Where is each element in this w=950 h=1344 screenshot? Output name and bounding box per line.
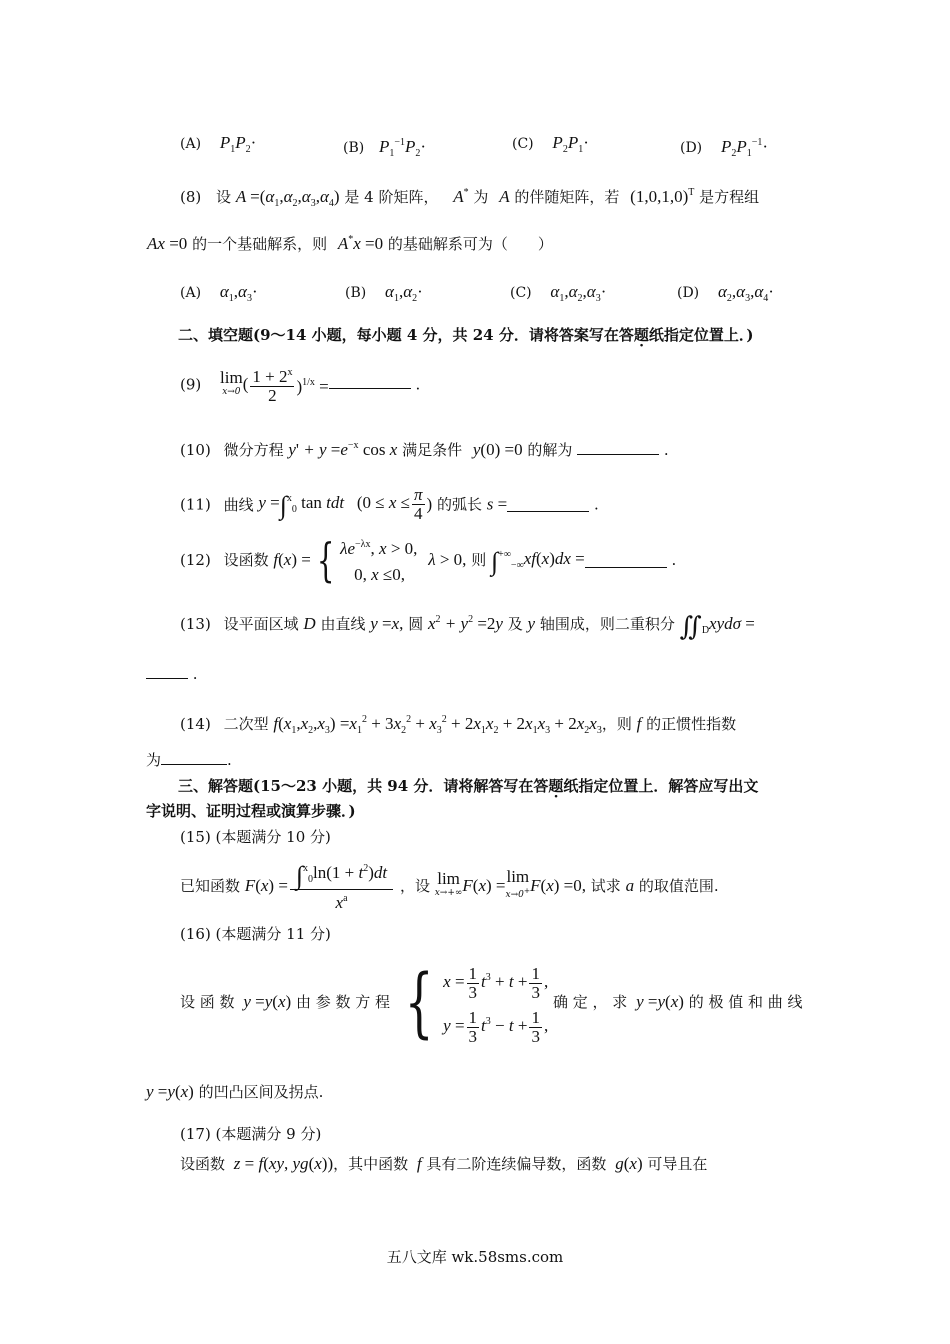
q15-text-4: 的取值范围. — [638, 877, 719, 895]
q17-body — [180, 1154, 707, 1174]
q16-yx-2: y =y(x) — [636, 992, 684, 1011]
q7-option-c — [512, 133, 589, 160]
q12-number: (12) — [180, 551, 211, 569]
q16-header-text: (16) (本题满分 11 分) — [180, 925, 331, 943]
q7-option-d-math: $P_2P_1^{-1}\cdot$ — [720, 137, 769, 159]
q17-text-2: ，其中函数 — [333, 1155, 409, 1173]
q8-text-4: 的伴随矩阵，若 — [514, 188, 620, 206]
q7-option-b-label: (B) — [343, 140, 365, 156]
q7-option-a-math: $P_1P_2\cdot$ — [219, 133, 257, 155]
q13-y: y — [527, 614, 536, 633]
q12: (12) 设函数 f(x) = { $\lambda e^{-\lambda x}$, x > 0, 0, x ≤0, λ > 0, 则 $\int^{+\infty}_{-\infty}xf(x)dx$ = . — [180, 533, 677, 587]
q14-line2: 为 . — [146, 751, 232, 769]
q8-option-a — [180, 282, 258, 309]
q16-yx: y =y(x) — [243, 992, 292, 1011]
q8-option-b — [345, 282, 423, 309]
q16-yx-3: y =y(x) — [146, 1082, 194, 1101]
q8-option-c — [510, 282, 606, 309]
q8-number: (8) — [180, 188, 202, 206]
section-3-heading-line2-text: 字说明、证明过程或演算步骤．) — [146, 802, 356, 820]
q13-answer-blank[interactable] — [146, 664, 188, 679]
q11-answer-blank[interactable] — [507, 497, 589, 512]
q14-answer-blank[interactable] — [161, 750, 227, 765]
q11-pi-over-4: $\frac{\pi}{4}$ — [414, 485, 423, 523]
q11-s: s = — [486, 494, 508, 514]
q14-f: f — [636, 714, 642, 733]
q15-fraction: $\frac{\int^x_0\ln(1 + t^2)dt}{x^a}$ — [290, 860, 393, 912]
q15-limit-inf: lim x→+∞ — [434, 869, 463, 898]
page-footer: 五八文库 wk.58sms.com — [386, 1248, 564, 1266]
q8-option-d-math: $\alpha_2,\alpha_3,\alpha_4\cdot$ — [717, 282, 774, 304]
q10: (10) 微分方程 $y' + y =e^{-x}$ cos x 满足条件 y(0) =0 的解为 . — [180, 440, 669, 459]
q7-option-d — [680, 133, 768, 164]
q17-z: z = f(xy, yg(x)) — [233, 1154, 334, 1173]
q16-text-3: 确 定 ， 求 — [552, 993, 628, 1011]
q7-option-c-math: $P_2P_1\cdot$ — [552, 133, 589, 155]
q14-text-3: 的正惯性指数 — [646, 715, 737, 733]
q12-text-2: 则 — [471, 551, 487, 569]
q13-line: y =x, — [370, 614, 404, 633]
q9-answer-blank[interactable] — [329, 374, 411, 389]
q7-option-d-label: (D) — [680, 140, 703, 156]
q8-a: A — [499, 187, 510, 206]
q17-f: f — [416, 1154, 422, 1173]
q13-text-1: 设平面区域 — [223, 615, 299, 633]
q15-limit-expr-1: F(x) = — [462, 876, 506, 895]
q13-text-5: 轴围成，则二重积分 — [539, 615, 675, 633]
q17-gx: g(x) — [615, 1154, 643, 1173]
q15-text-2: ，设 — [399, 877, 430, 895]
section-2-heading-post: 指定位置上．) — [663, 326, 754, 344]
q14-text-2: ，则 — [601, 715, 632, 733]
section-3-heading-post: 指定位置上．解答应写出文 — [578, 777, 759, 795]
q10-number: (10) — [180, 441, 211, 459]
q9-number: (9) — [180, 375, 202, 394]
q7-option-b-math: $P_1^{-1}P_2\cdot$ — [379, 137, 427, 159]
q9-fraction: $\frac{1 + 2^x}{2}$ — [250, 364, 294, 405]
q17-header-text: (17) (本题满分 9 分) — [180, 1125, 322, 1143]
section-3-heading-line1 — [178, 776, 758, 796]
q11: (11) 曲线 y =∫$^x_0$ tan tdt (0 ≤ x ≤ $\frac{\pi}{4}$ ) 的弧长 s = . — [180, 485, 599, 523]
q10-text-3: 的解为 — [527, 441, 573, 459]
q15-text-3: 试求 — [590, 877, 621, 895]
q15-fx: F(x) = — [244, 876, 288, 895]
q8-option-c-math: $\alpha_1,\alpha_2,\alpha_3\cdot$ — [550, 282, 607, 304]
q8-option-d — [677, 282, 774, 309]
q15-limit-zero: lim x→0+ — [505, 867, 531, 900]
q13-text-3: 圆 — [408, 615, 424, 633]
q14-text-1: 二次型 — [223, 715, 269, 733]
q12-brace: { — [316, 533, 335, 587]
q7-option-c-label: (C) — [512, 136, 534, 152]
q15-header-text: (15) (本题满分 10 分) — [180, 828, 331, 846]
q10-text-1: 微分方程 — [223, 441, 284, 459]
q8-eq2: A*x =0 — [337, 234, 384, 253]
q8-text-2: 是 4 阶矩阵， — [344, 188, 439, 206]
q7-options-row — [180, 133, 256, 160]
q13-double-integral: $∬_Dxyd\sigma$ = — [679, 612, 755, 641]
q7-option-a-label: (A) — [180, 136, 202, 152]
q10-answer-blank[interactable] — [577, 440, 659, 455]
q8-line2 — [147, 230, 553, 254]
q8-option-a-label: (A) — [180, 285, 202, 301]
q9: (9) lim x→0 ( $\frac{1 + 2^x}{2}$ )$^{1/x}$ = . — [180, 364, 420, 410]
q16-header — [180, 924, 331, 944]
q9-limit: lim x→0 — [220, 367, 243, 397]
q16-text-1: 设 函 数 — [180, 993, 235, 1011]
section-3-heading-line2 — [146, 801, 356, 821]
q13-d: D — [303, 614, 316, 633]
q16-brace: { — [404, 957, 434, 1046]
q15-header — [180, 827, 331, 847]
q17-header — [180, 1124, 321, 1144]
q8-vector: $(1,0,1,0)^T$ — [630, 187, 695, 206]
q8-text-6: 的一个基础解系，则 — [192, 235, 328, 253]
q11-curve: y =∫$^x_0$ tan tdt (0 ≤ x ≤ — [258, 491, 411, 520]
q13-line1 — [180, 610, 755, 640]
q14-number: (14) — [180, 715, 211, 733]
q17-text-1: 设函数 — [180, 1155, 226, 1173]
q14-text-4: 为 — [146, 751, 162, 769]
q12-lambda: λ > 0, — [428, 550, 467, 569]
q8-text-7: 的基础解系可为（ ） — [387, 235, 553, 253]
q16-line3 — [146, 1082, 323, 1102]
q10-equation: $y' + y =e^{-x}$ cos x — [288, 440, 398, 459]
section-3-heading-dotted: 答题纸 — [533, 777, 579, 795]
q12-cases: $\lambda e^{-\lambda x}$, x > 0, 0, x ≤0, — [340, 539, 418, 584]
q13-text-4: 及 — [507, 615, 523, 633]
q8-option-b-label: (B) — [345, 285, 367, 301]
q14-quadratic-form: $f(x_1,x_2,x_3) =x_1^2 + 3x_2^2 + x_3^2 + 2x_1x_2 + 2x_1x_3 + 2x_2x_3$ — [273, 714, 602, 736]
q8-text-3: 为 — [473, 188, 489, 206]
q8-option-a-math: $\alpha_1,\alpha_3\cdot$ — [219, 282, 258, 304]
q13-circle: $x^2 + y^2 =2y$ — [428, 614, 503, 633]
q16-text-4: 的 极 值 和 曲 线 — [688, 993, 803, 1011]
q13-number: (13) — [180, 615, 211, 633]
q8-option-b-math: $\alpha_1,\alpha_2\cdot$ — [385, 282, 423, 304]
q16-system: x = $\frac{1}{3}$ $t^3 + t$ + $\frac{1}{3}$ , y = $\frac{1}{3}$ $t^3 - t$ + $\frac{1}{3}$ , — [443, 963, 549, 1046]
q11-number: (11) — [180, 495, 211, 514]
q11-text-2: 的弧长 — [437, 495, 483, 514]
q15-body — [180, 860, 719, 914]
q10-condition: y(0) =0 — [472, 440, 523, 459]
q8-text-5: 是方程组 — [699, 188, 760, 206]
section-2-heading — [178, 325, 753, 345]
q12-integral: $\int^{+\infty}_{-\infty}xf(x)dx$ = — [491, 546, 585, 576]
section-3-heading-pre: 三、解答题(15～23 小题，共 94 分．请将解答写在 — [178, 777, 534, 795]
q15-text-1: 已知函数 — [180, 877, 241, 895]
q13-line2: . — [146, 664, 198, 684]
q11-text-1: 曲线 — [223, 495, 254, 514]
q7-option-b — [343, 133, 426, 164]
q8-eq1: Ax =0 — [147, 234, 188, 253]
q8-text-1: 设 — [216, 188, 232, 206]
q12-answer-blank[interactable] — [585, 553, 667, 568]
q8-line1 — [180, 183, 759, 214]
q8-option-d-label: (D) — [677, 285, 700, 301]
q16-body — [180, 957, 803, 1046]
q17-text-4: 可导且在 — [647, 1155, 708, 1173]
q16-text-5: 的凹凸区间及拐点. — [198, 1083, 324, 1101]
q10-text-2: 满足条件 — [402, 441, 463, 459]
q17-text-3: 具有二阶连续偏导数，函数 — [426, 1155, 607, 1173]
q15-a: a — [625, 876, 635, 895]
q8-matrix-a: $A =(\alpha_1,\alpha_2,\alpha_3,\alpha_4)$ — [235, 187, 340, 209]
q13-text-2: 由直线 — [320, 615, 366, 633]
q8-option-c-label: (C) — [510, 285, 532, 301]
section-2-heading-dotted: 答题纸 — [618, 326, 664, 344]
q8-adjugate: A* — [453, 187, 469, 206]
q15-limit-expr-2: F(x) =0, — [530, 876, 586, 895]
section-2-heading-pre: 二、填空题(9～14 小题，每小题 4 分，共 24 分．请将答案写在 — [178, 326, 619, 344]
q12-fx: f(x) = — [273, 550, 311, 569]
q12-text-1: 设函数 — [223, 551, 269, 569]
q14-line1 — [180, 710, 736, 741]
q16-text-2: 由 参 数 方 程 — [295, 993, 391, 1011]
